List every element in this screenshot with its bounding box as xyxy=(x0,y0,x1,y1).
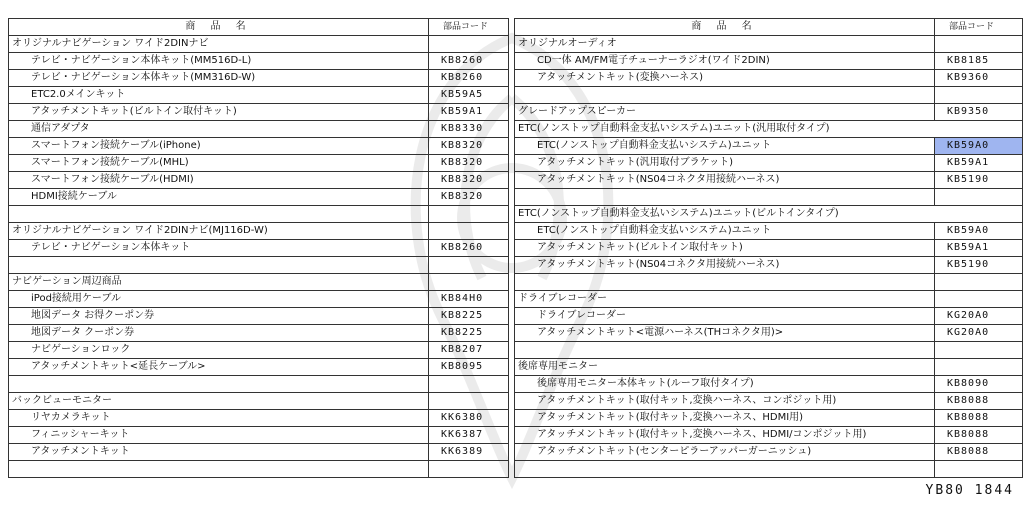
right-item-code: KB8090 xyxy=(935,376,1023,393)
right-item-code: KB59A1 xyxy=(935,240,1023,257)
table-row xyxy=(9,155,1023,172)
left-item-code: KB8225 xyxy=(429,325,509,342)
left-item-name xyxy=(9,376,429,393)
right-item-code xyxy=(935,274,1023,291)
right-item-code xyxy=(935,189,1023,206)
left-item-code: KB84H0 xyxy=(429,291,509,308)
right-item-name: アタッチメントキット(NS04コネクタ用接続ハーネス) xyxy=(515,172,935,189)
table-row xyxy=(9,291,1023,308)
left-item-name: オリジナルナビゲーション ワイド2DINナビ(MJ116D-W) xyxy=(9,223,429,240)
right-item-name: オリジナルオーディオ xyxy=(515,36,935,53)
right-item-code: KB8185 xyxy=(935,53,1023,70)
left-item-code: KB8225 xyxy=(429,308,509,325)
left-item-code: KK6380 xyxy=(429,410,509,427)
right-item-name xyxy=(515,189,935,206)
table-row xyxy=(9,359,1023,376)
left-item-name: ナビゲーション周辺商品 xyxy=(9,274,429,291)
left-item-code: KB8095 xyxy=(429,359,509,376)
left-item-name: iPod接続用ケーブル xyxy=(9,291,429,308)
table-row xyxy=(9,274,1023,291)
right-item-name xyxy=(515,461,935,478)
right-item-name: アタッチメントキット(取付キット,変換ハーネス、HDMI/コンポジット用) xyxy=(515,427,935,444)
right-item-code: KB8088 xyxy=(935,410,1023,427)
right-item-code: KB59A0 xyxy=(935,138,1023,155)
left-item-code: KB8207 xyxy=(429,342,509,359)
table-row xyxy=(9,376,1023,393)
left-item-code: KB8260 xyxy=(429,240,509,257)
right-item-code xyxy=(935,36,1023,53)
table-row xyxy=(9,461,1023,478)
table-row xyxy=(9,121,1023,138)
right-item-code: KB8088 xyxy=(935,444,1023,461)
left-item-code xyxy=(429,393,509,410)
left-item-name: 地図データ お得クーポン券 xyxy=(9,308,429,325)
right-item-name: 後席専用モニター本体キット(ルーフ取付タイプ) xyxy=(515,376,935,393)
left-item-code: KB8320 xyxy=(429,172,509,189)
right-item-name: 後席専用モニター xyxy=(515,359,935,376)
left-item-name: アタッチメントキット(ビルトイン取付キット) xyxy=(9,104,429,121)
table-row xyxy=(9,70,1023,87)
table-row xyxy=(9,308,1023,325)
left-item-code: KK6387 xyxy=(429,427,509,444)
right-item-name: アタッチメントキット(センターピラーアッパーガーニッシュ) xyxy=(515,444,935,461)
left-item-code: KK6389 xyxy=(429,444,509,461)
right-item-name: ドライブレコーダー xyxy=(515,308,935,325)
right-item-code: KB5190 xyxy=(935,257,1023,274)
right-item-name: アタッチメントキット(NS04コネクタ用接続ハーネス) xyxy=(515,257,935,274)
left-item-code xyxy=(429,223,509,240)
left-item-code: KB8260 xyxy=(429,53,509,70)
left-item-name: オリジナルナビゲーション ワイド2DINナビ xyxy=(9,36,429,53)
left-item-name: アタッチメントキット xyxy=(9,444,429,461)
table-body xyxy=(9,36,1023,478)
right-item-code: KB8088 xyxy=(935,427,1023,444)
right-item-name: ETC(ノンストップ自動料金支払いシステム)ユニット xyxy=(515,138,935,155)
left-item-code xyxy=(429,257,509,274)
right-category-cell: ETC(ノンストップ自動料金支払いシステム)ユニット(ビルトインタイプ) xyxy=(515,206,1023,223)
right-item-code: KB59A1 xyxy=(935,155,1023,172)
left-item-name: 地図データ クーポン券 xyxy=(9,325,429,342)
right-item-code xyxy=(935,359,1023,376)
right-item-name: グレードアップスピーカー xyxy=(515,104,935,121)
left-code-header: 部品コード xyxy=(429,19,509,36)
page-id: YB80 1844 xyxy=(925,483,1014,498)
table-row xyxy=(9,325,1023,342)
table-row xyxy=(9,393,1023,410)
right-item-name: アタッチメントキット<電源ハーネス(THコネクタ用)> xyxy=(515,325,935,342)
right-item-name xyxy=(515,87,935,104)
table-row xyxy=(9,444,1023,461)
left-item-name: スマートフォン接続ケーブル(MHL) xyxy=(9,155,429,172)
table-row xyxy=(9,342,1023,359)
left-item-code: KB8320 xyxy=(429,155,509,172)
right-item-name: ドライブレコーダー xyxy=(515,291,935,308)
table-row xyxy=(9,36,1023,53)
left-item-code: KB59A1 xyxy=(429,104,509,121)
left-item-name: テレビ・ナビゲーション本体キット xyxy=(9,240,429,257)
right-item-name: アタッチメントキット(汎用取付ブラケット) xyxy=(515,155,935,172)
left-item-code xyxy=(429,376,509,393)
right-code-header: 部品コード xyxy=(935,19,1023,36)
left-item-code: KB8330 xyxy=(429,121,509,138)
left-item-name xyxy=(9,257,429,274)
left-item-code: KB8320 xyxy=(429,138,509,155)
left-item-name: スマートフォン接続ケーブル(HDMI) xyxy=(9,172,429,189)
header-row xyxy=(9,19,1023,36)
table-row xyxy=(9,138,1023,155)
right-item-code: KB59A0 xyxy=(935,223,1023,240)
left-item-code: KB59A5 xyxy=(429,87,509,104)
left-item-name: フィニッシャーキット xyxy=(9,427,429,444)
table-row xyxy=(9,189,1023,206)
right-item-name: ETC(ノンストップ自動料金支払いシステム)ユニット xyxy=(515,223,935,240)
table-row xyxy=(9,223,1023,240)
right-category-cell: ETC(ノンストップ自動料金支払いシステム)ユニット(汎用取付タイプ) xyxy=(515,121,1023,138)
left-item-name: HDMI接続ケーブル xyxy=(9,189,429,206)
right-item-code xyxy=(935,87,1023,104)
left-name-header: 商 品 名 xyxy=(9,19,429,36)
right-item-name: アタッチメントキット(取付キット,変換ハーネス、HDMI用) xyxy=(515,410,935,427)
right-item-name xyxy=(515,342,935,359)
left-item-name xyxy=(9,461,429,478)
right-item-code xyxy=(935,291,1023,308)
right-item-code xyxy=(935,461,1023,478)
table-row xyxy=(9,87,1023,104)
right-item-code: KB5190 xyxy=(935,172,1023,189)
left-item-code: KB8320 xyxy=(429,189,509,206)
left-item-code: KB8260 xyxy=(429,70,509,87)
right-item-code: KG20A0 xyxy=(935,308,1023,325)
parts-table xyxy=(8,18,1023,478)
left-item-name: ETC2.0メインキット xyxy=(9,87,429,104)
right-item-code: KG20A0 xyxy=(935,325,1023,342)
left-item-code xyxy=(429,36,509,53)
left-item-name xyxy=(9,206,429,223)
table-row xyxy=(9,427,1023,444)
right-item-name: アタッチメントキット(取付キット,変換ハーネス、コンポジット用) xyxy=(515,393,935,410)
table-row xyxy=(9,53,1023,70)
right-item-name: アタッチメントキット(変換ハーネス) xyxy=(515,70,935,87)
left-item-code xyxy=(429,206,509,223)
table-row xyxy=(9,206,1023,223)
table-row xyxy=(9,104,1023,121)
right-item-code: KB8088 xyxy=(935,393,1023,410)
left-item-name: テレビ・ナビゲーション本体キット(MM316D-W) xyxy=(9,70,429,87)
right-name-header: 商 品 名 xyxy=(515,19,935,36)
left-item-name: スマートフォン接続ケーブル(iPhone) xyxy=(9,138,429,155)
right-item-code xyxy=(935,342,1023,359)
left-item-code xyxy=(429,461,509,478)
right-item-code: KB9360 xyxy=(935,70,1023,87)
table-row xyxy=(9,410,1023,427)
left-item-name: アタッチメントキット<延長ケーブル> xyxy=(9,359,429,376)
table-row xyxy=(9,257,1023,274)
right-item-name: CD一体 AM/FM電子チューナーラジオ(ワイド2DIN) xyxy=(515,53,935,70)
left-item-code xyxy=(429,274,509,291)
right-item-code: KB9350 xyxy=(935,104,1023,121)
table-row xyxy=(9,172,1023,189)
left-item-name: 通信アダプタ xyxy=(9,121,429,138)
left-item-name: バックビューモニター xyxy=(9,393,429,410)
left-item-name: ナビゲーションロック xyxy=(9,342,429,359)
right-item-name xyxy=(515,274,935,291)
left-item-name: テレビ・ナビゲーション本体キット(MM516D-L) xyxy=(9,53,429,70)
left-item-name: リヤカメラキット xyxy=(9,410,429,427)
right-item-name: アタッチメントキット(ビルトイン取付キット) xyxy=(515,240,935,257)
table-row xyxy=(9,240,1023,257)
